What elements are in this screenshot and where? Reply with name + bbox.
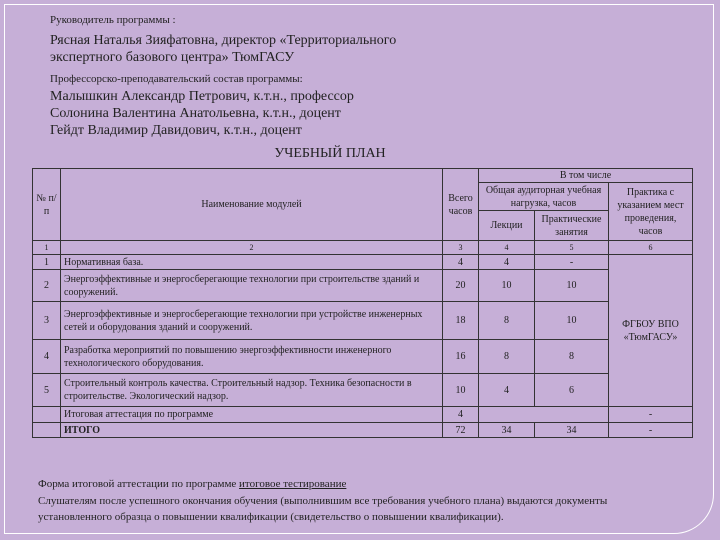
row-total: 20 [443,270,479,302]
staff-2: Солонина Валентина Анатольевна, к.т.н., доцент [50,106,341,121]
row-lect: 10 [479,270,535,302]
header-total: Всего часов [443,169,479,241]
row-num: 2 [33,270,61,302]
col-num: 2 [61,241,443,255]
header-place: Практика с указанием мест проведения, часов [609,183,693,241]
table-row [33,302,693,340]
row-name: Строительный контроль качества. Строительный надзор. Техника безопасности в строительстве. Экологический надзор. [61,374,443,407]
col-num: 4 [479,241,535,255]
row-place: - [609,423,693,438]
col-num: 5 [535,241,609,255]
header-lect: Лекции [479,211,535,241]
row-total: 72 [443,423,479,438]
row-lect: 34 [479,423,535,438]
row-prac: 10 [535,270,609,302]
place-cell: ФГБОУ ВПО «ТюмГАСУ» [609,255,693,407]
attestation-form [38,478,346,490]
col-num: 3 [443,241,479,255]
row-total: 4 [443,407,479,423]
row-name: Разработка мероприятий по повышению энергоэффективности инженерного технологического оборудования. [61,340,443,374]
row-name: ИТОГО [61,423,443,438]
header-incl: В том числе [479,169,693,183]
total-row [33,423,693,438]
row-lect: 8 [479,340,535,374]
row-num: 5 [33,374,61,407]
page-title: УЧЕБНЫЙ ПЛАН [274,146,386,161]
row-total: 10 [443,374,479,407]
row-num: 3 [33,302,61,340]
leader-line-1: Рясная Наталья Зияфатовна, директор «Территориального [50,33,397,48]
attestation-row [33,407,693,423]
row-name: Нормативная база. [61,255,443,270]
row-lect: 8 [479,302,535,340]
table-row [33,374,693,407]
row-prac: 8 [535,340,609,374]
col-num: 6 [609,241,693,255]
note-line-1: Слушателям после успешного окончания обучения (выполнившим все требования учебного плана) выдаются документы [38,495,608,507]
table-row [33,270,693,302]
col-num: 1 [33,241,61,255]
row-name: Энергоэффективные и энергосберегающие технологии при устройстве инженерных сетей и оборудования зданий и сооружений. [61,302,443,340]
leader-label: Руководитель программы : [50,14,176,26]
form-value: итоговое тестирование [239,478,347,490]
table-row [33,255,693,270]
row-lect: 4 [479,255,535,270]
row-prac: - [535,255,609,270]
row-prac: 10 [535,302,609,340]
table-row [33,340,693,374]
row-lect: 4 [479,374,535,407]
staff-1: Малышкин Александр Петрович, к.т.н., профессор [50,89,354,104]
header-name: Наименование модулей [61,169,443,241]
header-num: № п/п [33,169,61,241]
row-name: Итоговая аттестация по программе [61,407,443,423]
staff-3: Гейдт Владимир Давидович, к.т.н., доцент [50,123,302,138]
row-num: 4 [33,340,61,374]
row-prac: 34 [535,423,609,438]
row-name: Энергоэффективные и энергосберегающие технологии при строительстве зданий и сооружений. [61,270,443,302]
row-total: 4 [443,255,479,270]
header-prac: Практические занятия [535,211,609,241]
row-total: 18 [443,302,479,340]
note-line-2: установленного образца о повышении квалификации (свидетельство о повышении квалификации). [38,511,504,523]
row-total: 16 [443,340,479,374]
form-label: Форма итоговой аттестации по программе [38,478,240,490]
row-num: 1 [33,255,61,270]
leader-line-2: экспертного базового центра» ТюмГАСУ [50,50,295,65]
row-prac: 6 [535,374,609,407]
staff-label: Профессорско-преподавательский состав программы: [50,73,303,85]
curriculum-table [32,168,693,438]
header-aud: Общая аудиторная учебная нагрузка, часов [479,183,609,211]
row-place: - [609,407,693,423]
